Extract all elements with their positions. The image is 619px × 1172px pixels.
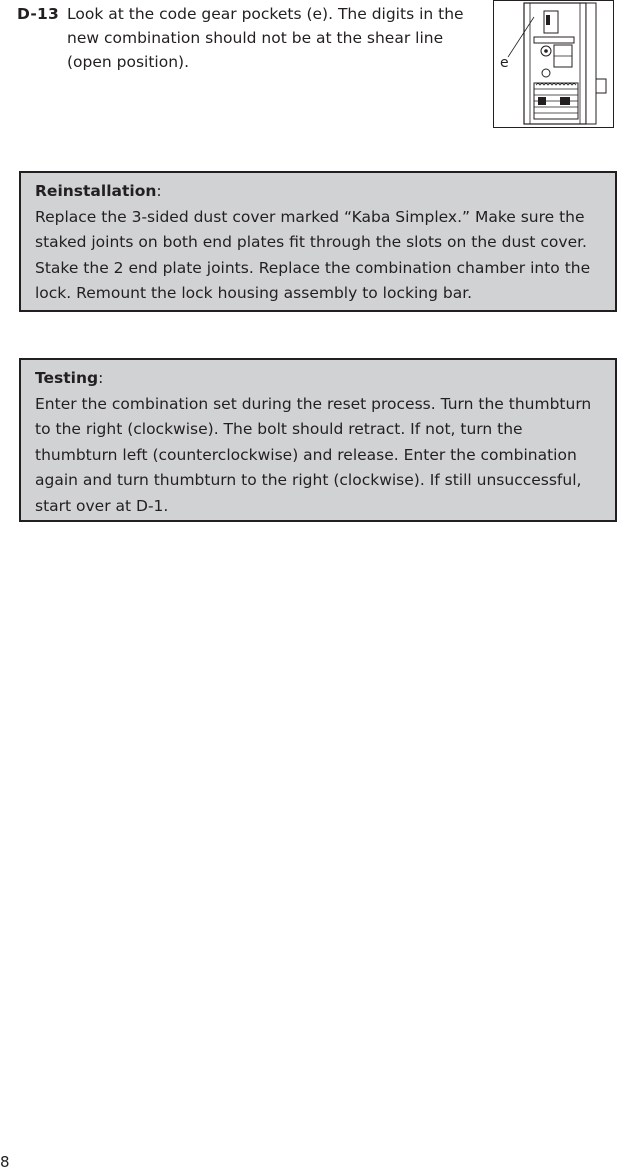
figure-callout-label: e xyxy=(500,55,509,71)
reinstallation-colon: : xyxy=(156,182,162,200)
reinstallation-heading: Reinstallation xyxy=(35,182,157,200)
reinstallation-body: Replace the 3-sided dust cover marked “Kaba Simplex.” Make sure the staked joints on both end plates fit through the slots on the dust cover. Stake the 2 end plate joints. Replace the combination chamber into the lock. Remount the lock housing assembly to locking bar. xyxy=(35,207,591,302)
testing-heading: Testing xyxy=(35,369,99,387)
testing-colon: : xyxy=(98,369,104,387)
lock-mechanism-drawing xyxy=(494,1,612,126)
step-text: Look at the code gear pockets (e). The digits in the new combination should not be at the shear line (open position). xyxy=(67,5,464,71)
step-d13 xyxy=(17,2,487,74)
lock-mechanism-figure xyxy=(493,0,614,128)
reinstallation-note xyxy=(19,171,617,312)
testing-body: Enter the combination set during the reset process. Turn the thumbturn to the right (clockwise). The bolt should retract. If not, turn the thumbturn left (counterclockwise) and release. Enter the combination again and turn thumbturn to the right (clockwise). If still unsuccessful, start over at D-1. xyxy=(35,394,592,515)
step-label: D-13 xyxy=(17,5,59,23)
page-number: 8 xyxy=(0,1153,10,1171)
testing-note xyxy=(19,358,617,522)
